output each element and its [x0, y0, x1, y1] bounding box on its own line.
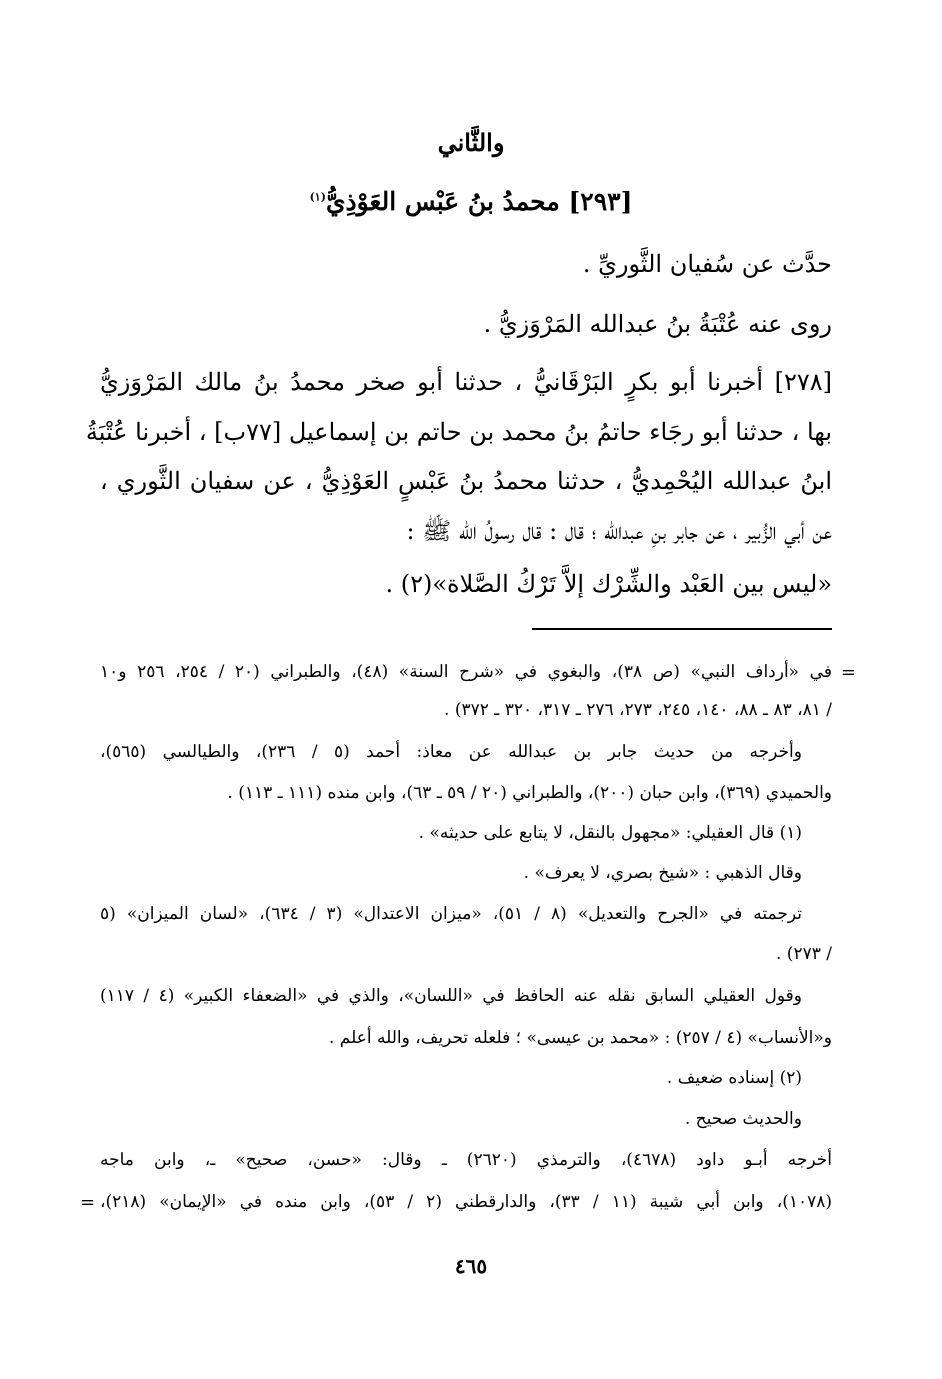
- footnote-separator: [532, 628, 832, 630]
- footnote-line: والحديث صحيح .: [684, 1109, 802, 1129]
- main-text-line: [٢٧٨] أخبرنا أبو بكرٍ البَرْقَانيُّ ، حدثنا أبو صخر محمدُ بنُ مالك المَرْوَزيُّ: [100, 368, 832, 396]
- page-number: ٤٦٥: [454, 1254, 488, 1278]
- footnote-line: في «أرداف النبي» (ص ٣٨)، والبغوي في «شرح السنة» (٤٨)، والطبراني (٢٠ / ٢٥٤، ٢٥٦ و١٠: [100, 662, 832, 682]
- entry-name: محمدُ بنُ عَبْس العَوْذِيُّ: [325, 187, 560, 216]
- footnote-line: (٢) إسناده ضعيف .: [666, 1068, 802, 1088]
- footnote-line: وقال الذهبي : «شيخ بصري، لا يعرف» .: [523, 863, 802, 883]
- main-text-line: روى عنه عُتْبَةُ بنُ عبدالله المَرْوَزيُّ .: [483, 310, 832, 338]
- continuation-mark-start: =: [840, 662, 856, 683]
- footnote-line: والحميدي (٣٦٩)، وابن حبان (٢٠٠)، والطبراني (٢٠ / ٥٩ ـ ٦٣)، وابن منده (١١١ ـ ١١٣) .: [227, 783, 832, 803]
- footnote-line: أخرجه أبـو داود (٤٦٧٨)، والترمذي (٢٦٢٠) ـ وقال: «حسن، صحيح» ـ، وابن ماجه: [100, 1150, 832, 1170]
- section-heading: والثَّاني: [437, 128, 505, 157]
- main-text-line: عن أبي الزُّبير ، عن جابر بنِ عبدالله ؛ قال : قال رسولُ الله ﷺ :: [406, 517, 832, 545]
- entry-title: [0, 187, 942, 216]
- continuation-mark-end: =: [80, 1192, 96, 1213]
- footnote-line: و«الأنساب» (٤ / ٢٥٧) : «محمد بن عيسى» ؛ فلعله تحريف، والله أعلم .: [328, 1028, 832, 1048]
- entry-number: [٢٩٣]: [568, 187, 633, 216]
- footnote-line: / ٨١، ٨٣ ـ ٨٨، ١٤٠، ٢٤٥، ٢٧٣، ٢٧٦ ـ ٣١٧، ٣٢٠ ـ ٣٧٢) .: [444, 700, 832, 720]
- main-text-line: «ليس بين العَبْد والشِّرْك إلاَّ تَرْكُ الصَّلاة»(٢) .: [385, 570, 832, 598]
- footnote-line: وقول العقيلي السابق نقله عنه الحافظ في «اللسان»، والذي في «الضعفاء الكبير» (٤ / ١١٧): [100, 986, 802, 1006]
- main-text-line: بها ، حدثنا أبو رجَاء حاتمُ بنُ محمد بن حاتم بن إسماعيل [٧٧ب] ، أخبرنا عُتْبَةُ: [85, 418, 832, 446]
- entry-footnote-ref: (١): [309, 190, 326, 204]
- footnote-line: وأخرجه من حديث جابر بن عبدالله عن معاذ: أحمد (٥ / ٢٣٦)، والطيالسي (٥٦٥)،: [100, 742, 802, 762]
- footnote-line: / ٢٧٣) .: [776, 944, 832, 964]
- footnote-line: (١٠٧٨)، وابن أبي شيبة (١١ / ٣٣)، والدارقطني (٢ / ٥٣)، وابن منده في «الإيمان» (٢١٨)،: [100, 1192, 832, 1212]
- main-text-line: ابنُ عبدالله اليُحْمِديُّ ، حدثنا محمدُ بنُ عَبْسٍ العَوْذِيُّ ، عن سفيان الثَّوري ،: [100, 467, 832, 495]
- main-text-line: حدَّث عن سُفيان الثَّوريِّ .: [582, 250, 832, 278]
- footnote-line: (١) قال العقيلي: «مجهول بالنقل، لا يتابع على حديثه» .: [418, 823, 802, 843]
- footnote-line: ترجمته في «الجرح والتعديل» (٨ / ٥١)، «ميزان الاعتدال» (٣ / ٦٣٤)، «لسان الميزان» (٥: [100, 904, 802, 924]
